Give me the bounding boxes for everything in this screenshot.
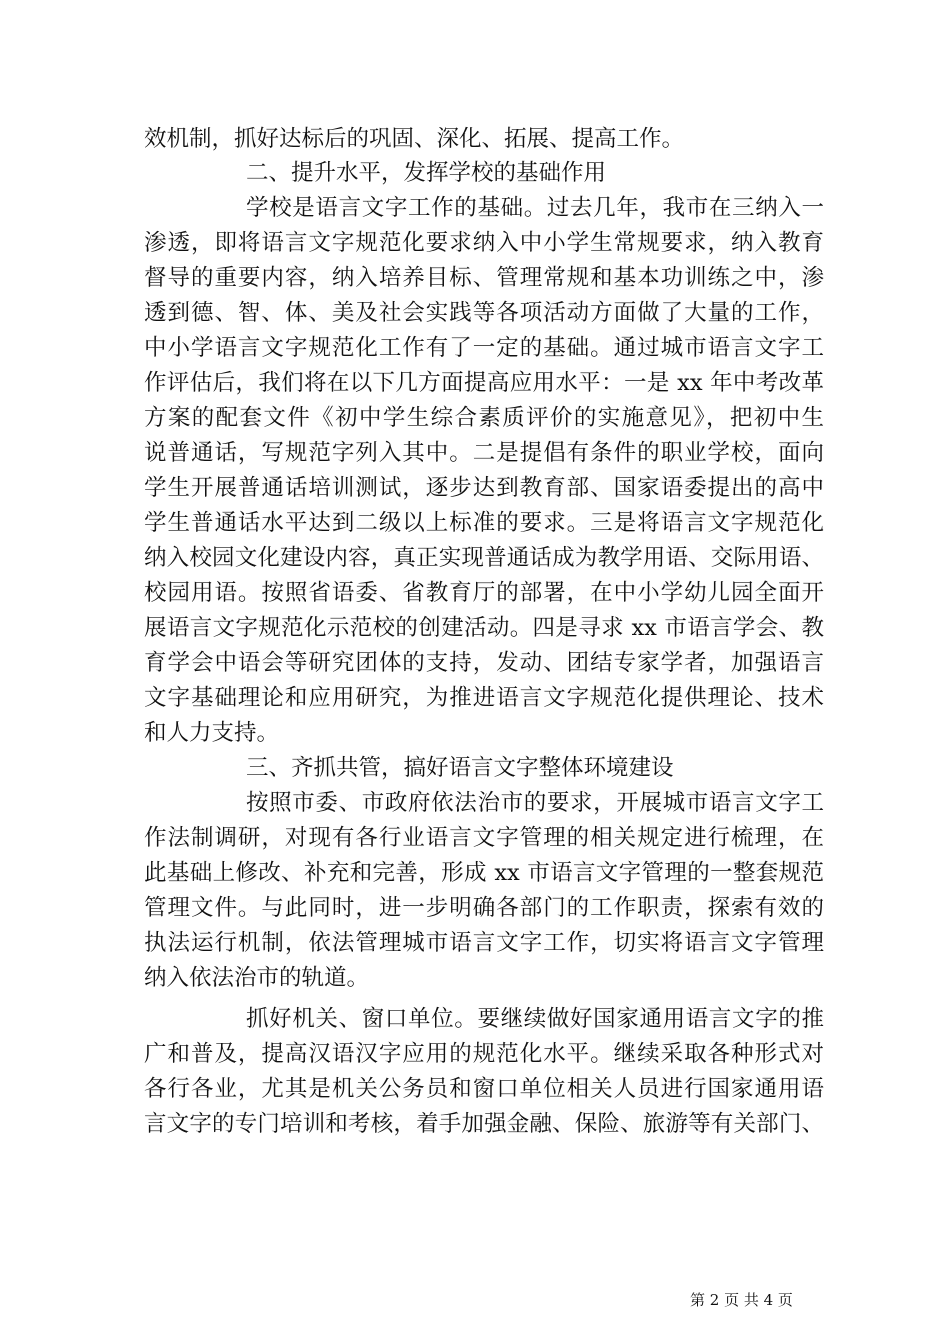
section-heading: 二、提升水平，发挥学校的基础作用 [246,160,607,186]
section-heading: 三、齐抓共管，搞好语言文字整体环境建设 [246,755,674,781]
body-text-line: 言文字的专门培训和考核，着手加强金融、保险、旅游等有关部门、 [144,1111,824,1137]
body-text-line: 此基础上修改、补充和完善，形成 xx 市语言文字管理的一整套规范 [144,860,824,886]
body-text-line: 渗透，即将语言文字规范化要求纳入中小学生常规要求，纳入教育 [144,230,824,256]
body-text-line: 作评估后，我们将在以下几方面提高应用水平：一是 xx 年中考改革 [144,370,824,396]
body-text-line: 展语言文字规范化示范校的创建活动。四是寻求 xx 市语言学会、教 [144,615,824,641]
body-text-line: 透到德、智、体、美及社会实践等各项活动方面做了大量的工作， [144,300,824,326]
body-text-line: 抓好机关、窗口单位。要继续做好国家通用语言文字的推 [246,1006,824,1032]
body-text-line: 纳入校园文化建设内容，真正实现普通话成为教学用语、交际用语、 [144,545,824,571]
body-text-line: 学校是语言文字工作的基础。过去几年，我市在三纳入一 [246,195,824,221]
body-text-line: 学生开展普通话培训测试，逐步达到教育部、国家语委提出的高中 [144,475,824,501]
body-text-line: 方案的配套文件《初中学生综合素质评价的实施意见》，把初中生 [144,405,824,431]
body-text-line: 和人力支持。 [144,720,280,746]
body-text-line: 各行各业，尤其是机关公务员和窗口单位相关人员进行国家通用语 [144,1076,824,1102]
body-text-line: 广和普及，提高汉语汉字应用的规范化水平。继续采取各种形式对 [144,1041,824,1067]
body-text-line: 中小学语言文字规范化工作有了一定的基础。通过城市语言文字工 [144,335,824,361]
body-text-line: 校园用语。按照省语委、省教育厅的部署，在中小学幼儿园全面开 [144,580,824,606]
body-text-line: 文字基础理论和应用研究，为推进语言文字规范化提供理论、技术 [144,685,824,711]
body-text-line: 管理文件。与此同时，进一步明确各部门的工作职责，探索有效的 [144,895,824,921]
body-text-line: 说普通话，写规范字列入其中。二是提倡有条件的职业学校，面向 [144,440,824,466]
body-text-line: 按照市委、市政府依法治市的要求，开展城市语言文字工 [246,790,824,816]
body-text-line: 学生普通话水平达到二级以上标准的要求。三是将语言文字规范化 [144,510,824,536]
body-text-line: 效机制，抓好达标后的巩固、深化、拓展、提高工作。 [144,126,685,152]
body-text-line: 执法运行机制，依法管理城市语言文字工作，切实将语言文字管理 [144,930,824,956]
body-text-line: 育学会中语会等研究团体的支持，发动、团结专家学者，加强语言 [144,650,824,676]
page-number-footer: 第 2 页 共 4 页 [690,1291,793,1309]
body-text-line: 纳入依法治市的轨道。 [144,965,370,991]
body-text-line: 督导的重要内容，纳入培养目标、管理常规和基本功训练之中，渗 [144,265,824,291]
body-text-line: 作法制调研，对现有各行业语言文字管理的相关规定进行梳理，在 [144,825,824,851]
